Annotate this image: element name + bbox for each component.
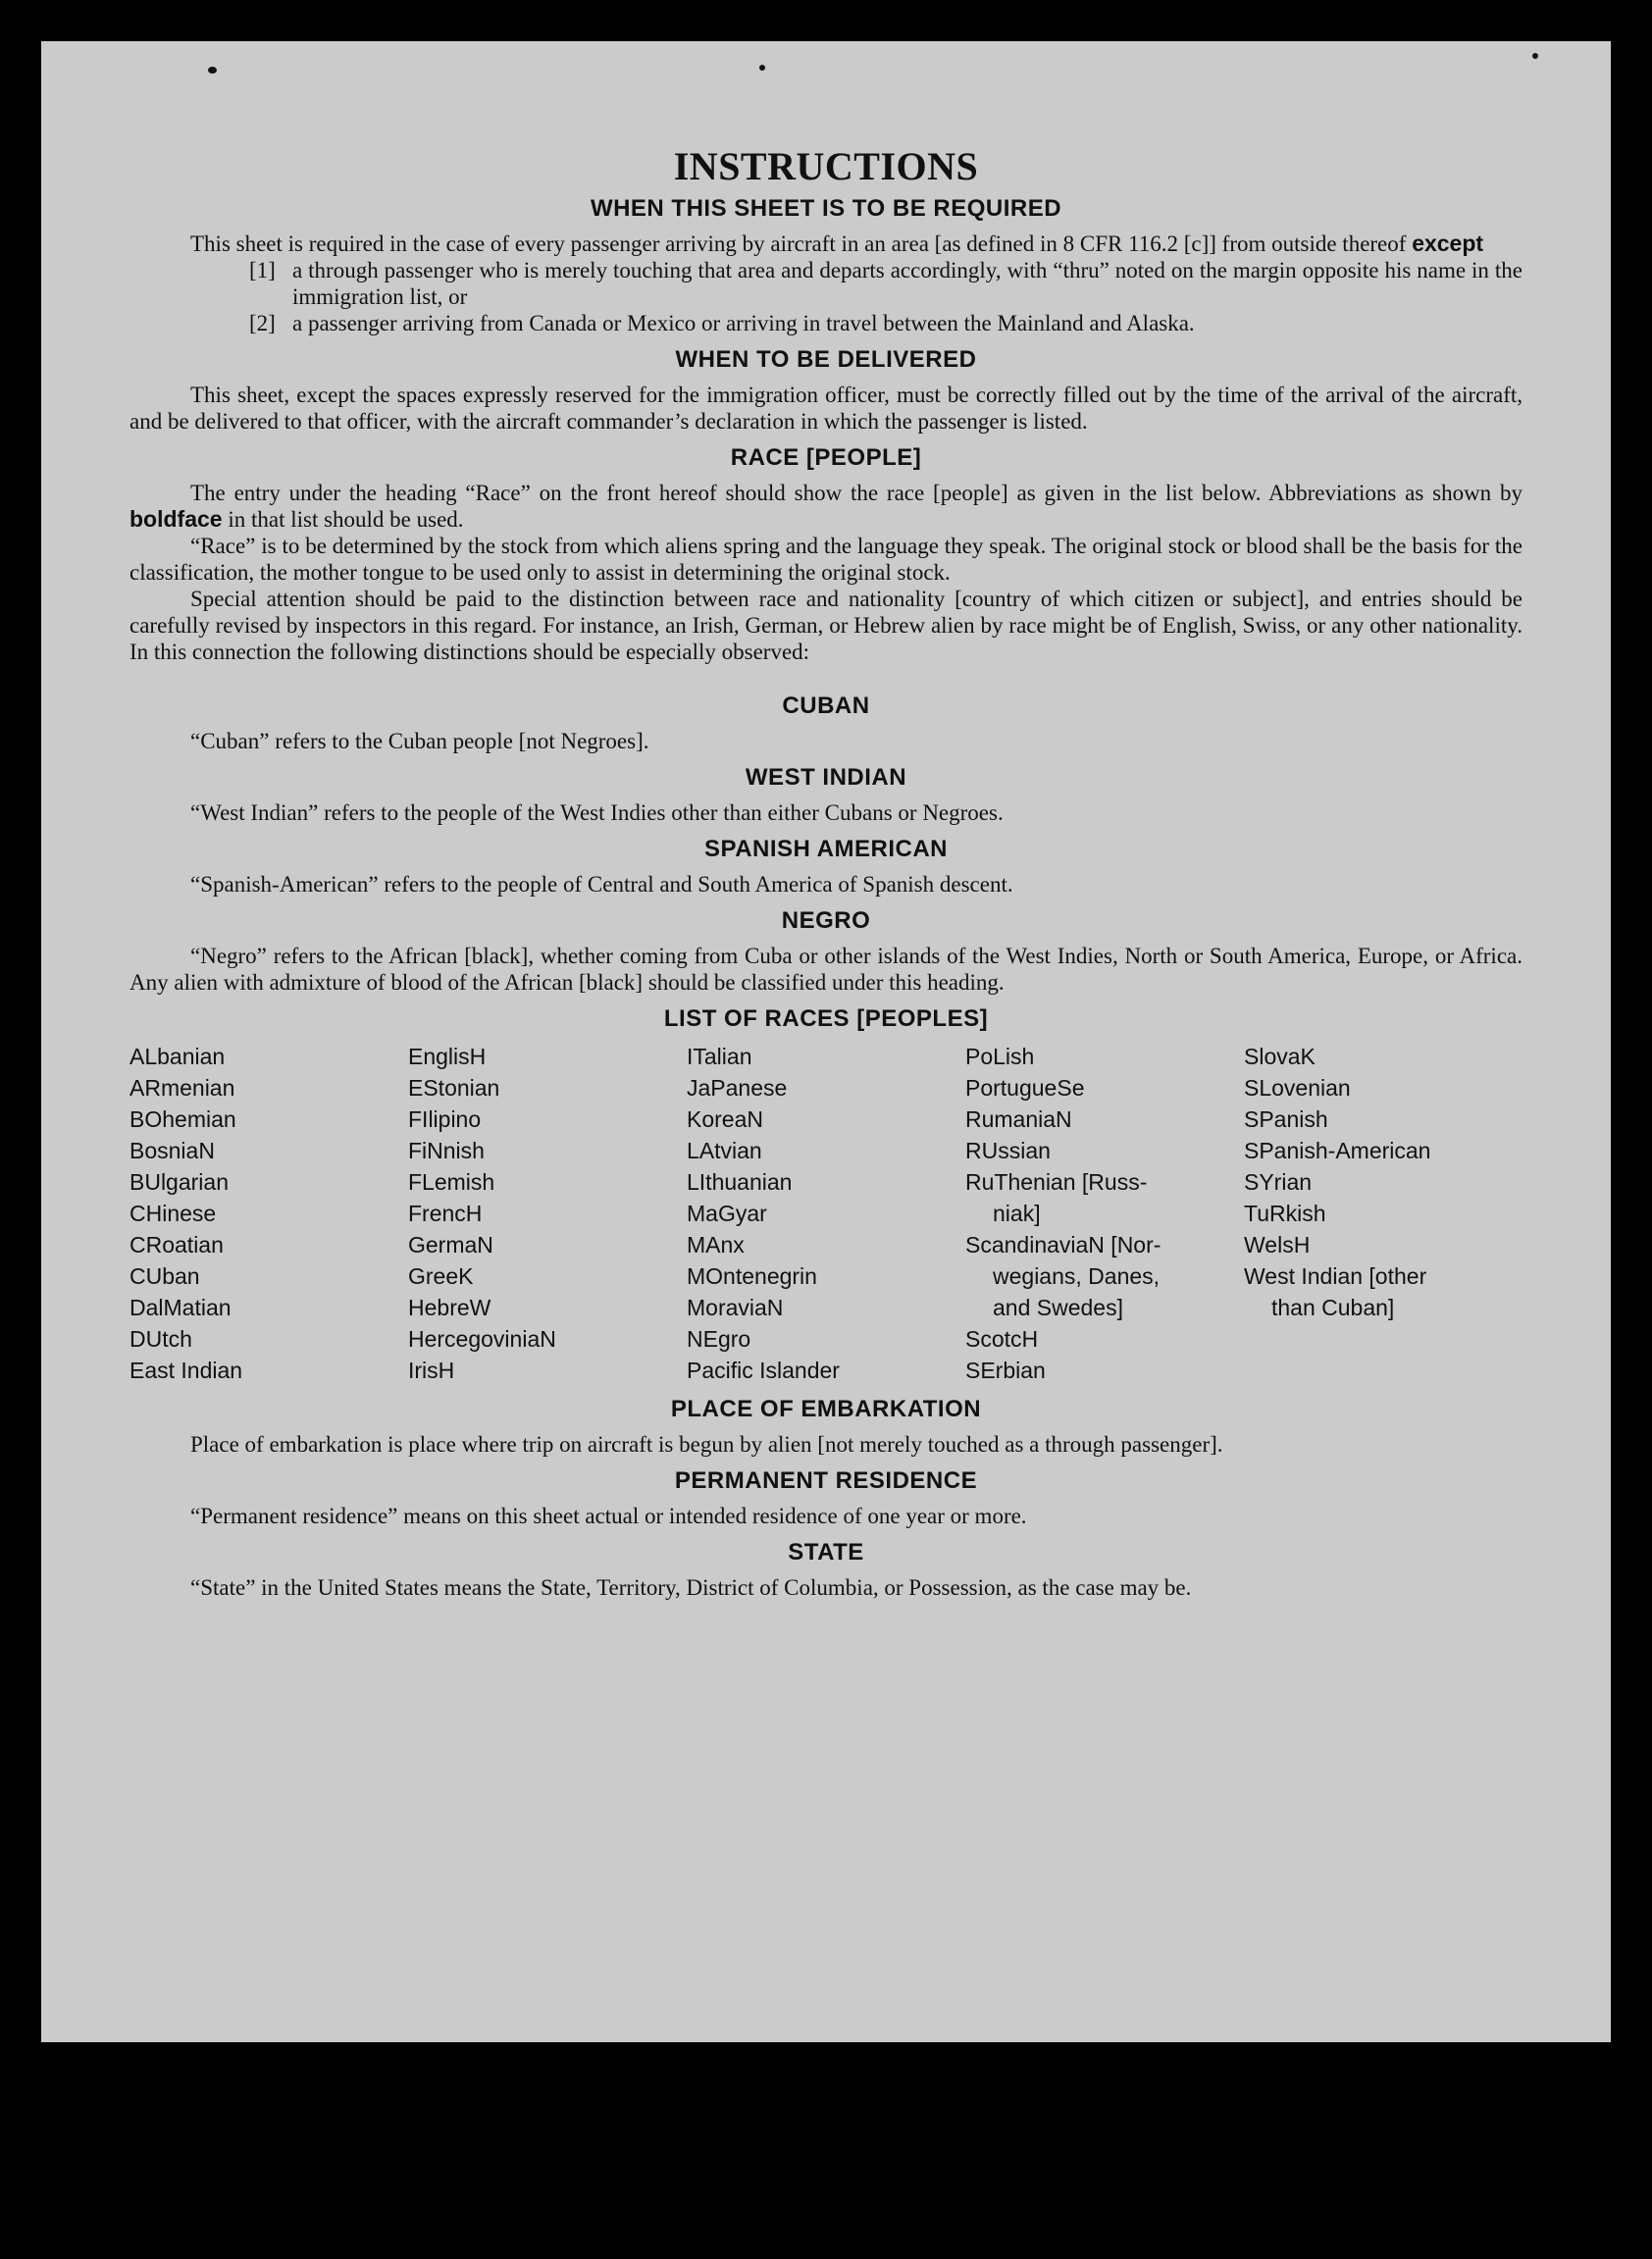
race-entry: ScandinaviaN [Nor- (965, 1232, 1162, 1258)
except-bold: except (1412, 231, 1484, 256)
race-entry: PoLish (965, 1044, 1035, 1069)
heading-race: RACE [PEOPLE] (730, 444, 922, 471)
heading-state: STATE (788, 1539, 864, 1566)
races-column (965, 1041, 1244, 1386)
race-entry: RumaniaN (965, 1106, 1072, 1132)
race-entry: ARmenian (129, 1075, 235, 1101)
race-paragraph-2: “Race” is to be determined by the stock from which aliens spring and the language they speak. The original stock or blood shall be the basis for the classification, the mother tongue to be used only to assist in determining the original stock. (129, 534, 1523, 585)
race-entry: CRoatian (129, 1232, 224, 1258)
race-entry: CHinese (129, 1201, 217, 1226)
race-entry: LAtvian (687, 1138, 762, 1163)
race-entry: ScotcH (965, 1326, 1039, 1352)
race-entry: Pacific Islander (687, 1358, 840, 1383)
race-entry: BUlgarian (129, 1169, 229, 1195)
race-entry: MaGyar (687, 1201, 767, 1226)
heading-cuban: CUBAN (782, 693, 870, 719)
heading-west-indian: WEST INDIAN (745, 764, 907, 791)
required-intro: This sheet is required in the case of every passenger arriving by aircraft in an area [as defined in 8 CFR 116.2 [c]] from outside thereof except (190, 231, 1484, 256)
races-list (129, 1041, 1523, 1386)
race-entry: GermaN (408, 1232, 493, 1258)
race-entry: ALbanian (129, 1044, 226, 1069)
heading-delivered: WHEN TO BE DELIVERED (675, 346, 977, 373)
heading-embarkation: PLACE OF EMBARKATION (670, 1396, 982, 1422)
race-entry: FLemish (408, 1169, 495, 1195)
exception-item-1: [1] a through passenger who is merely touching that area and departs accordingly, with “thru” noted on the margin opposite his name in the immigration list, or (249, 258, 1523, 309)
ink-speck (1532, 53, 1538, 59)
race-entry: SlovaK (1244, 1044, 1316, 1069)
races-column (1244, 1041, 1523, 1386)
race-entry: SPanish-American (1244, 1138, 1431, 1163)
race-entry: SPanish (1244, 1106, 1328, 1132)
state-text: “State” in the United States means the State, Territory, District of Columbia, or Possession, as the case may be. (190, 1575, 1192, 1600)
race-entry: FIlipino (408, 1106, 482, 1132)
race-entry: FrencH (408, 1201, 483, 1226)
race-entry: RuThenian [Russ- (965, 1169, 1148, 1195)
race-entry: niak] (993, 1201, 1041, 1226)
races-column (129, 1041, 408, 1386)
race-paragraph-3: Special attention should be paid to the distinction between race and nationality [country of which citizen or subject], and entries should be carefully revised by inspectors in this regard. For instance, an Irish, German, or Hebrew alien by race might be of English, Swiss, or any other nationality. In this connection the following distinctions should be especially observed: (129, 587, 1523, 664)
embarkation-text: Place of embarkation is place where trip on aircraft is begun by alien [not merely touched as a through passenger]. (190, 1432, 1223, 1457)
races-column (687, 1041, 965, 1386)
race-entry: ITalian (687, 1044, 752, 1069)
race-paragraph-1: The entry under the heading “Race” on the front hereof should show the race [people] as given in the list below. Abbreviations as shown by boldface in that list should be used. (129, 481, 1523, 532)
heading-negro: NEGRO (781, 907, 871, 934)
race-entry: DalMatian (129, 1295, 232, 1320)
race-entry: and Swedes] (993, 1295, 1123, 1320)
race-entry: BOhemian (129, 1106, 236, 1132)
race-entry: than Cuban] (1271, 1295, 1395, 1320)
race-entry: BosniaN (129, 1138, 215, 1163)
race-entry: EStonian (408, 1075, 500, 1101)
race-entry: GreeK (408, 1263, 474, 1289)
races-column (408, 1041, 687, 1386)
race-entry: CUban (129, 1263, 200, 1289)
page-title: INSTRUCTIONS (673, 144, 979, 188)
ink-speck (208, 67, 217, 74)
cuban-text: “Cuban” refers to the Cuban people [not Negroes]. (190, 729, 649, 753)
race-entry: KoreaN (687, 1106, 763, 1132)
heading-permanent-residence: PERMANENT RESIDENCE (674, 1467, 978, 1494)
race-entry: HebreW (408, 1295, 491, 1320)
race-entry: DUtch (129, 1326, 192, 1352)
race-entry: SYrian (1244, 1169, 1313, 1195)
race-entry: RUssian (965, 1138, 1051, 1163)
race-entry: TuRkish (1244, 1201, 1326, 1226)
race-entry: HercegoviniaN (408, 1326, 556, 1352)
negro-text: “Negro” refers to the African [black], whether coming from Cuba or other islands of the West Indies, North or South America, Europe, or Africa. Any alien with admixture of blood of the African [black] should be classified under this heading. (129, 944, 1523, 995)
exception-item-2: [2] a passenger arriving from Canada or Mexico or arriving in travel between the Mainland and Alaska. (249, 311, 1195, 335)
race-entry: SLovenian (1244, 1075, 1351, 1101)
race-entry: FiNnish (408, 1138, 485, 1163)
race-entry: LIthuanian (687, 1169, 793, 1195)
race-entry: West Indian [other (1244, 1263, 1427, 1289)
west-indian-text: “West Indian” refers to the people of the West Indies other than either Cubans or Negroes. (190, 800, 1004, 825)
heading-list-of-races: LIST OF RACES [PEOPLES] (663, 1005, 989, 1032)
residence-text: “Permanent residence” means on this sheet actual or intended residence of one year or more. (190, 1504, 1027, 1528)
race-entry: WelsH (1244, 1232, 1311, 1258)
race-entry: MOntenegrin (687, 1263, 817, 1289)
race-entry: SErbian (965, 1358, 1046, 1383)
race-entry: wegians, Danes, (993, 1263, 1161, 1289)
boldface-word: boldface (129, 506, 223, 532)
race-entry: East Indian (129, 1358, 243, 1383)
race-entry: IrisH (408, 1358, 455, 1383)
race-entry: NEgro (687, 1326, 751, 1352)
race-entry: JaPanese (687, 1075, 788, 1101)
race-entry: MoraviaN (687, 1295, 784, 1320)
ink-speck (759, 65, 765, 71)
spanish-american-text: “Spanish-American” refers to the people of Central and South America of Spanish descent. (190, 872, 1013, 897)
race-entry: EnglisH (408, 1044, 487, 1069)
delivered-text: This sheet, except the spaces expressly reserved for the immigration officer, must be correctly filled out by the time of the arrival of the aircraft, and be delivered to that officer, with the aircraft commander’s declaration in which the passenger is listed. (129, 383, 1523, 434)
heading-required: WHEN THIS SHEET IS TO BE REQUIRED (590, 195, 1062, 222)
heading-spanish-american: SPANISH AMERICAN (703, 836, 948, 862)
race-entry: MAnx (687, 1232, 745, 1258)
instruction-sheet (41, 41, 1611, 2042)
race-entry: PortugueSe (965, 1075, 1085, 1101)
